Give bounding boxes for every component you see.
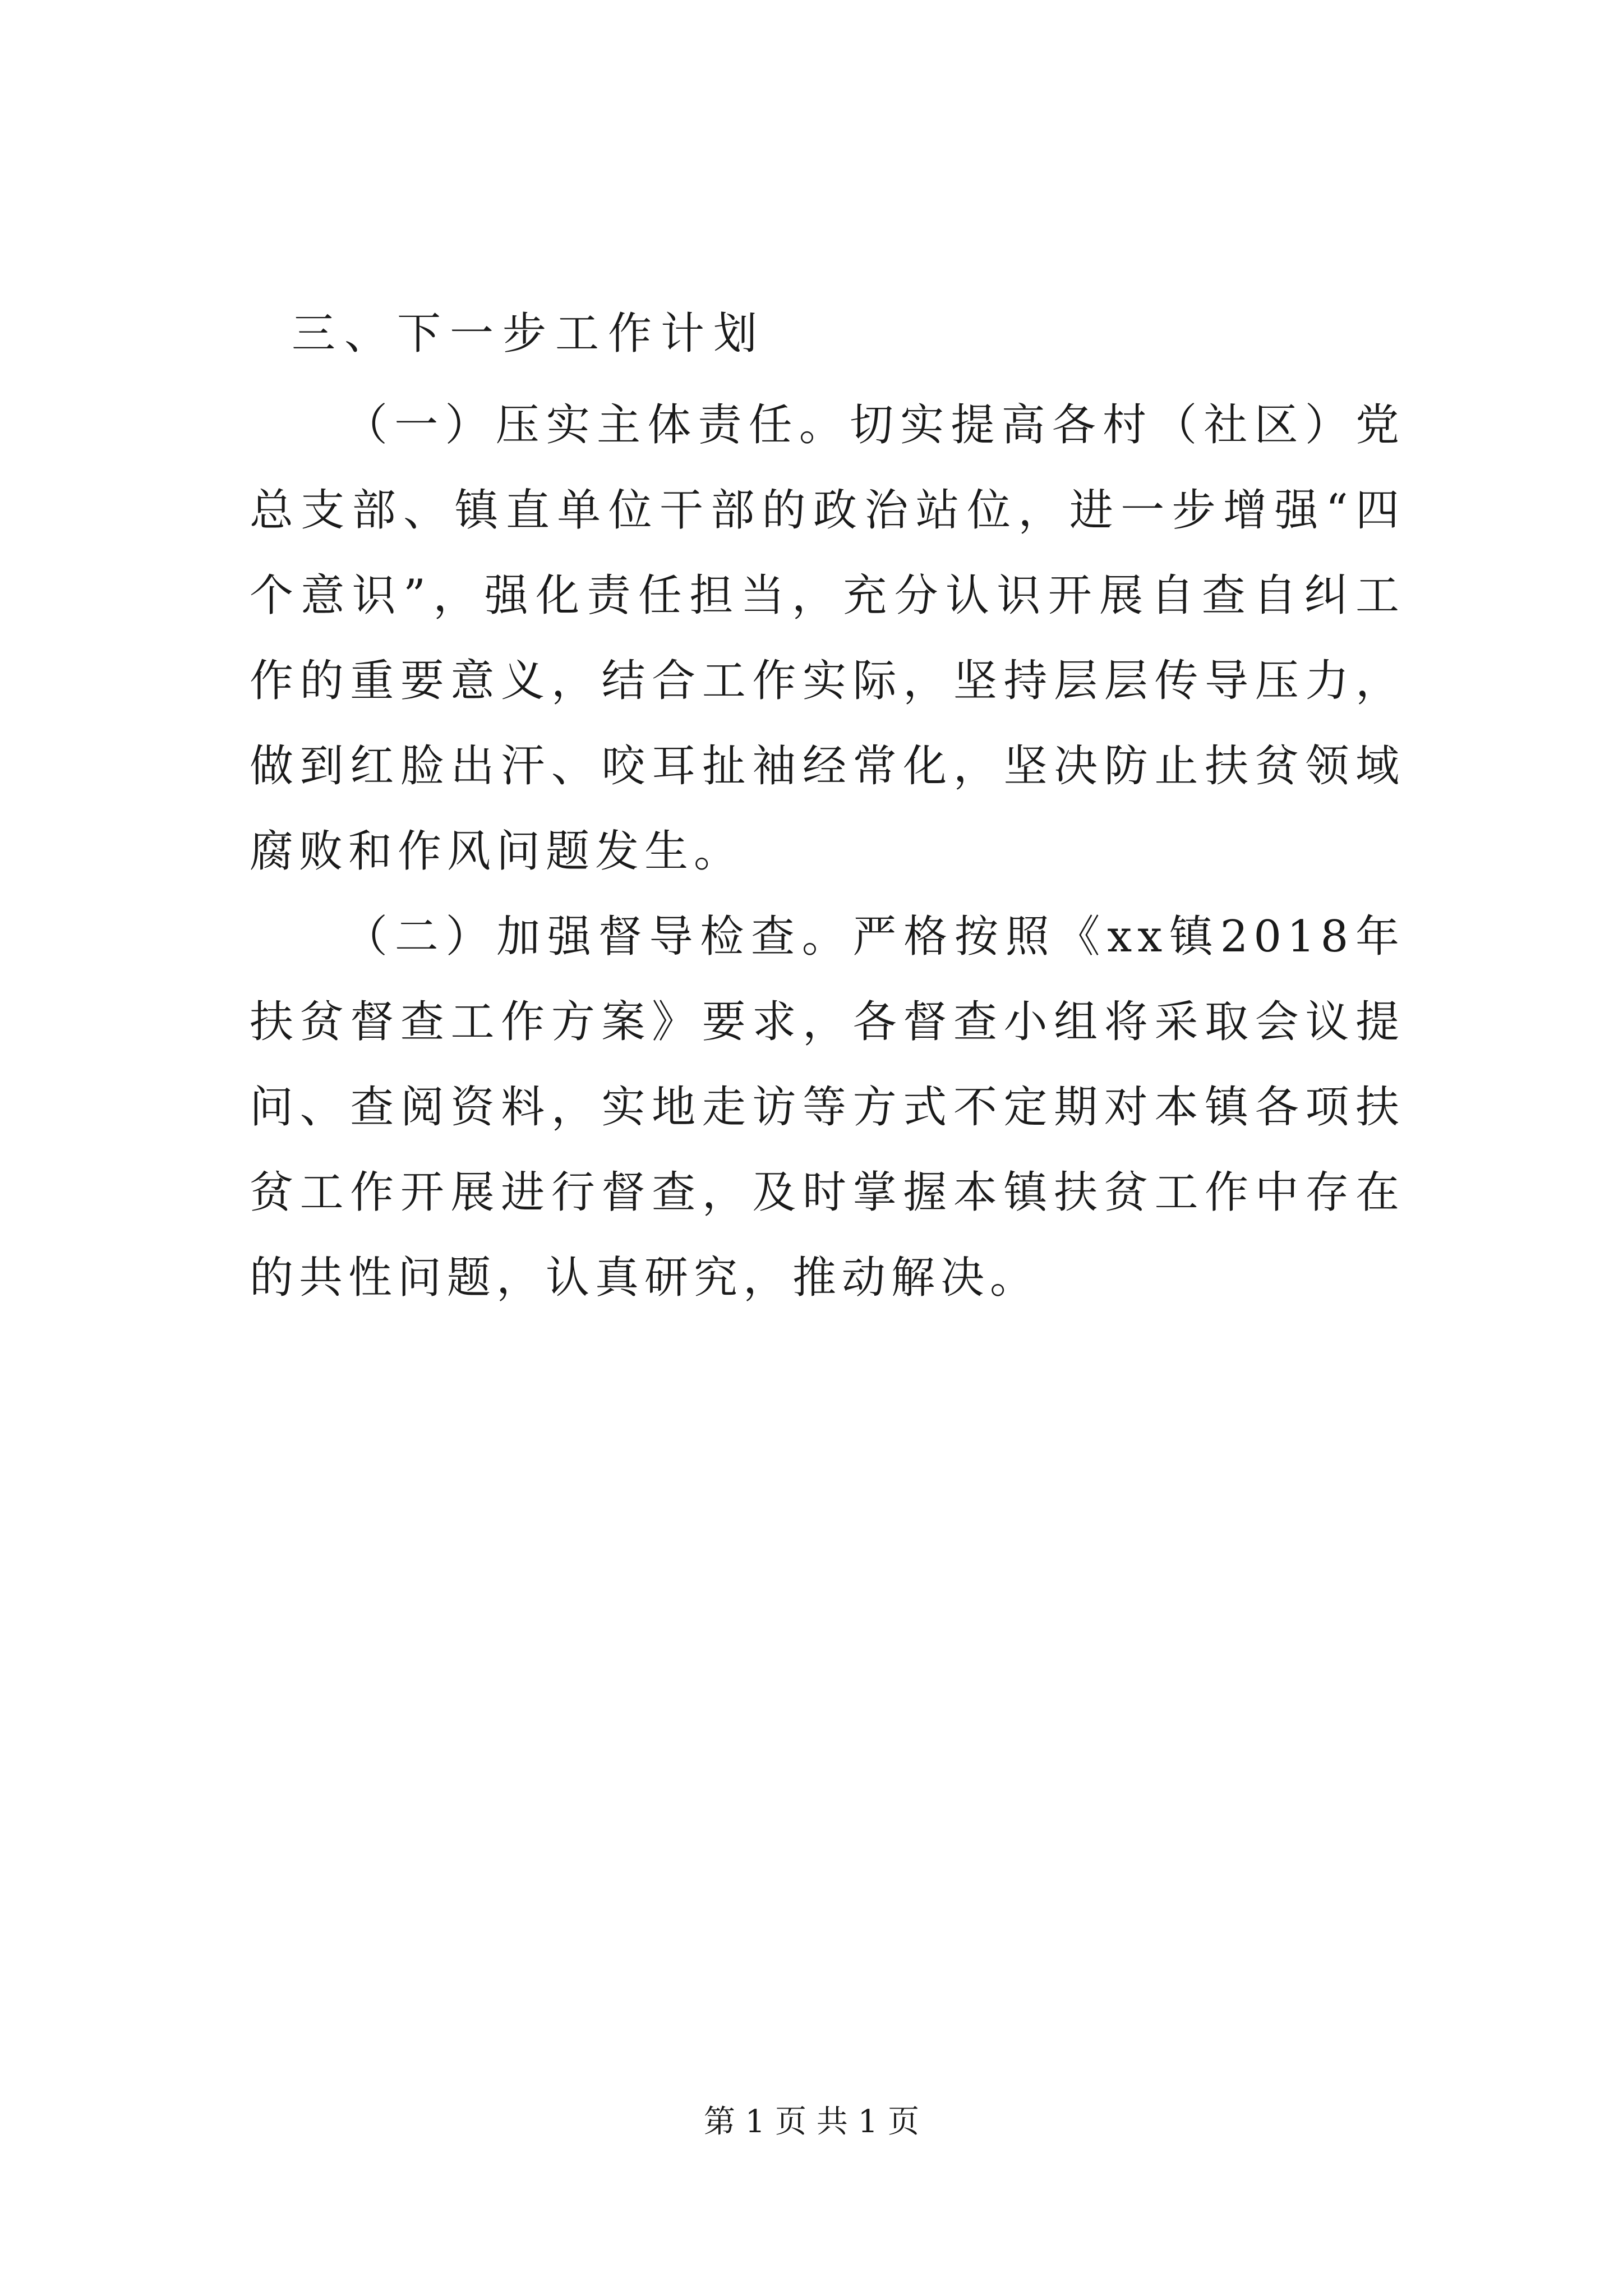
paragraph-responsibility: （一）压实主体责任。切实提高各村（社区）党总支部、镇直单位干部的政治站位，进一步增强“四个意识”，强化责任担当，充分认识开展自查自纠工作的重要意义，结合工作实际，坚持层层传导压力，做到红脸出汗、咬耳扯袖经常化，坚决防止扶贫领域腐败和作风问题发生。 [250, 400, 1405, 877]
document-body [250, 297, 1405, 1320]
page-number-footer: 第 1 页 共 1 页 [703, 2104, 920, 2140]
section-heading: 三、下一步工作计划 [292, 309, 767, 359]
paragraph-supervision: （二）加强督导检查。严格按照《xx镇2018年扶贫督查工作方案》要求，各督查小组将采取会议提问、查阅资料，实地走访等方式不定期对本镇各项扶贫工作开展进行督查，及时掌握本镇扶贫工作中存在的共性问题，认真研究，推动解决。 [250, 912, 1405, 1303]
